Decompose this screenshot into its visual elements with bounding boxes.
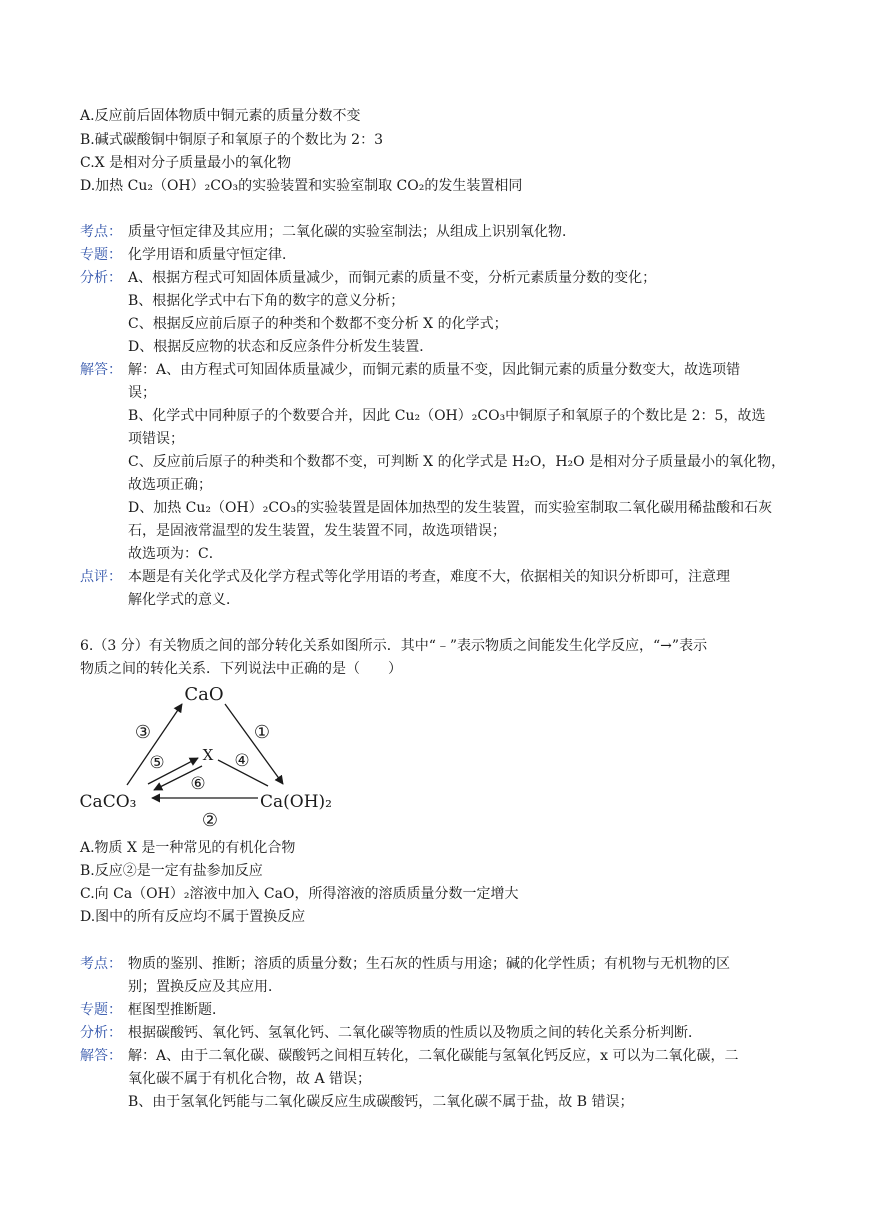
label-x: X bbox=[202, 746, 214, 764]
q5-zhuanti-text: 化学用语和质量守恒定律． bbox=[128, 247, 296, 263]
label-caco3: CaCO₃ bbox=[79, 792, 137, 812]
q6-kaodian-label: 考点： bbox=[80, 956, 122, 972]
q6-fenxi-text: 根据碳酸钙、氧化钙、氢氧化钙、二氧化碳等物质的性质以及物质之间的转化关系分析判断． bbox=[128, 1025, 702, 1041]
q5-option-a: A.反应前后固体物质中铜元素的质量分数不变 bbox=[80, 108, 361, 124]
q5-fenxi-line: D、根据反应物的状态和反应条件分析发生装置． bbox=[128, 339, 434, 355]
label-cao: CaO bbox=[184, 684, 224, 705]
q6-zhuanti-label: 专题： bbox=[80, 1002, 122, 1018]
label-reaction-5: ⑤ bbox=[149, 753, 165, 773]
q5-jieda-line: 故选项为：C． bbox=[128, 546, 223, 562]
q5-fenxi-line: A、根据方程式可知固体质量减少，而铜元素的质量不变，分析元素质量分数的变化； bbox=[128, 270, 657, 286]
label-reaction-6: ⑥ bbox=[190, 774, 206, 794]
q5-option-b: B.碱式碳酸铜中铜原子和氧原子的个数比为 2：3 bbox=[80, 132, 384, 148]
q6-jieda-line: 氧化碳不属于有机化合物，故 A 错误； bbox=[128, 1071, 372, 1087]
q6-jieda-line: 解：A、由于二氧化碳、碳酸钙之间相互转化，二氧化碳能与氢氧化钙反应，x 可以为二氧化碳，二 bbox=[128, 1048, 739, 1064]
label-caoh2: Ca(OH)₂ bbox=[260, 792, 332, 812]
q5-jieda-label: 解答： bbox=[80, 362, 122, 378]
arrow-cao-to-caoh2 bbox=[225, 704, 283, 784]
q5-option-c: C.X 是相对分子质量最小的氧化物 bbox=[80, 155, 292, 171]
q6-stem-line: 物质之间的转化关系．下列说法中正确的是（ ） bbox=[80, 661, 402, 677]
q6-option-a: A.物质 X 是一种常见的有机化合物 bbox=[80, 840, 296, 856]
q5-jieda-line: 故选项正确； bbox=[128, 477, 212, 493]
q5-fenxi-label: 分析： bbox=[80, 270, 122, 286]
q5-dianping-line: 本题是有关化学式及化学方程式等化学用语的考查，难度不大，依据相关的知识分析即可，注意理 bbox=[128, 569, 730, 585]
q6-kaodian-line: 别；置换反应及其应用． bbox=[128, 979, 282, 995]
q5-option-d: D.加热 Cu₂（OH）₂CO₃的实验装置和实验室制取 CO₂的发生装置相同 bbox=[80, 178, 523, 194]
label-reaction-4: ④ bbox=[234, 751, 250, 771]
q6-option-c: C.向 Ca（OH）₂溶液中加入 CaO，所得溶液的溶质质量分数一定增大 bbox=[80, 886, 519, 902]
q6-option-b: B.反应②是一定有盐参加反应 bbox=[80, 863, 263, 879]
q5-jieda-line: B、化学式中同种原子的个数要合并，因此 Cu₂（OH）₂CO₃中铜原子和氧原子的个数比是 2：5，故选 bbox=[128, 408, 766, 424]
q5-jieda-line: 石，是固液常温型的发生装置，发生装置不同，故选项错误； bbox=[128, 523, 506, 539]
q6-fenxi-label: 分析： bbox=[80, 1025, 122, 1041]
q6-zhuanti-text: 框图型推断题． bbox=[128, 1002, 226, 1018]
q5-dianping-line: 解化学式的意义． bbox=[128, 592, 240, 608]
q6-option-d: D.图中的所有反应均不属于置换反应 bbox=[80, 909, 306, 925]
q6-kaodian-line: 物质的鉴别、推断；溶质的质量分数；生石灰的性质与用途；碱的化学性质；有机物与无机物的区 bbox=[128, 956, 730, 972]
q5-zhuanti-label: 专题： bbox=[80, 247, 122, 263]
q5-jieda-line: C、反应前后原子的种类和个数都不变，可判断 X 的化学式是 H₂O，H₂O 是相对分子质量最小的氧化物， bbox=[128, 454, 786, 470]
q5-kaodian-text: 质量守恒定律及其应用；二氧化碳的实验室制法；从组成上识别氧化物． bbox=[128, 224, 576, 240]
q6-stem-line: 6.（3 分）有关物质之间的部分转化关系如图所示．其中“﹣”表示物质之间能发生化学反应，“→”表示 bbox=[80, 638, 708, 654]
q5-jieda-line: 误； bbox=[128, 385, 156, 401]
q6-jieda-line: B、由于氢氧化钙能与二氧化碳反应生成碳酸钙，二氧化碳不属于盐，故 B 错误； bbox=[128, 1094, 634, 1110]
q5-dianping-label: 点评： bbox=[80, 569, 122, 585]
q5-jieda-line: D、加热 Cu₂（OH）₂CO₃的实验装置是固体加热型的发生装置，而实验室制取二氧化碳用稀盐酸和石灰 bbox=[128, 500, 773, 516]
q5-kaodian-label: 考点： bbox=[80, 224, 122, 240]
q5-jieda-line: 项错误； bbox=[128, 431, 184, 447]
conversion-diagram bbox=[70, 680, 350, 830]
label-reaction-2: ② bbox=[201, 810, 219, 830]
q5-fenxi-line: B、根据化学式中右下角的数字的意义分析； bbox=[128, 293, 405, 309]
label-reaction-3: ③ bbox=[134, 722, 152, 743]
label-reaction-1: ① bbox=[253, 722, 271, 743]
q6-jieda-label: 解答： bbox=[80, 1048, 122, 1064]
q5-jieda-line: 解：A、由方程式可知固体质量减少，而铜元素的质量不变，因此铜元素的质量分数变大，故选项错 bbox=[128, 362, 741, 378]
q5-fenxi-line: C、根据反应前后原子的种类和个数都不变分析 X 的化学式； bbox=[128, 316, 508, 332]
